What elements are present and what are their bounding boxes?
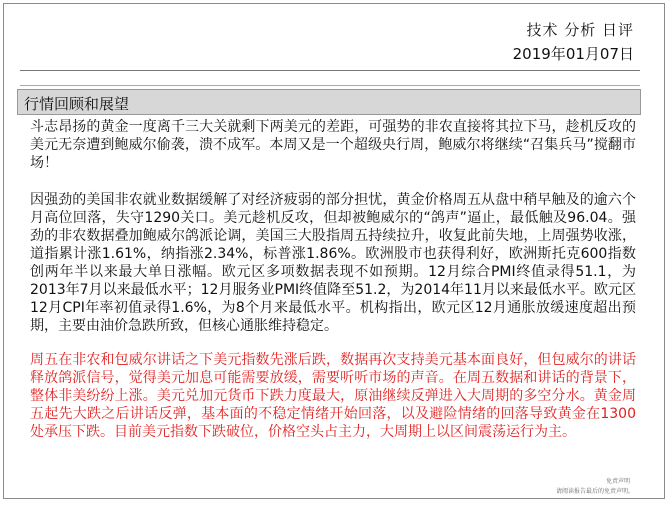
paragraph-outlook-highlight: 周五在非农和包威尔讲话之下美元指数先涨后跌，数据再次支持美元基本面良好，但包威尔的讲话释放鸽派信号，觉得美元加息可能需要放缓，需要听听市场的声音。在周五数据和讲话的背景下，整体非美纷纷上涨。美元兑加元货币下跌力度最大，原油继续反弹进入大周期的多空分水。黄金周五起先大跌之后讲话反弹，基本面的不稳定情绪开始回落，以及避险情绪的回落导致黄金在1300处承压下跌。目前美元指数下跌破位，价格空头占主力，大周期上以区间震荡运行为主。 — [30, 352, 636, 440]
section-header-bar — [17, 89, 641, 115]
header-divider-top — [20, 70, 640, 71]
report-date: 2019年01月07日 — [512, 45, 634, 63]
disclaimer-label: 免责声明 — [605, 478, 630, 485]
report-type-title: 技术 分析 日评 — [526, 21, 634, 39]
header-divider-bottom — [20, 85, 640, 86]
section-title: 行情回顾和展望 — [24, 95, 130, 113]
paragraph-intro: 斗志昂扬的黄金一度离千三大关就剩下两美元的差距，可强势的非农直接将其拉下马，趁机反攻的美元无奈遭到鲍威尔偷袭，溃不成军。本周又是一个超级央行周，鲍威尔将继续“召集兵马”搅翻市场！ — [30, 119, 636, 171]
paragraph-market-review: 因强劲的美国非农就业数据缓解了对经济疲弱的部分担忧，黄金价格周五从盘中稍早触及的逾六个月高位回落，失守1290关口。美元趁机反攻，但却被鲍威尔的“鸽声”逼止，最低触及96.04。强劲的非农数据叠加鲍威尔鸽派论调，美国三大股指周五持续拉升，收复此前失地，上周强势收涨，道指累计涨1.61%，纳指涨2.34%，标普涨1.86%。欧洲股市也获得利好，欧洲斯托克600指数创两年半以来最大单日涨幅。欧元区多项数据表现不如预期。12月综合PMI终值录得51.1，为2013年7月以来最低水平；12月服务业PMI终值降至51.2，为2014年11月以来最低水平。欧元区12月CPI年率初值录得1.6%，为8个月来最低水平。机构指出，欧元区12月通胀放缓速度超出预期，主要由油价急跌所致，但核心通胀维持稳定。 — [30, 192, 636, 334]
disclaimer-note: 请阅读报告最后的免责声明。 — [555, 488, 634, 495]
